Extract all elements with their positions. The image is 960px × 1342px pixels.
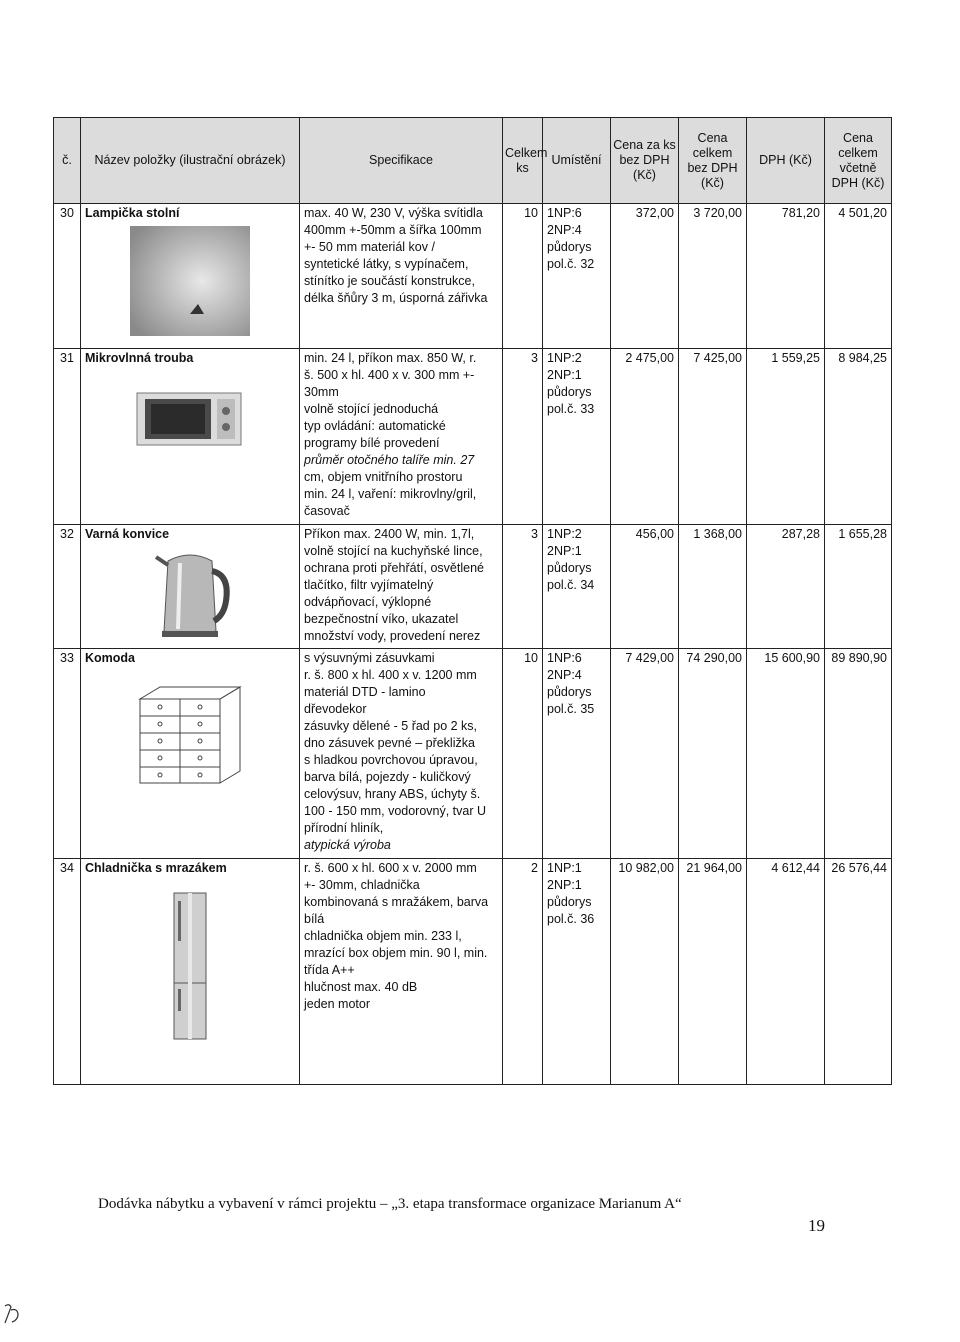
item-cell [81,525,300,649]
spec-line: cm, objem vnitřního prostoru [304,470,463,484]
location-line: 2NP:1 [547,368,582,382]
unit-price-cell: 372,00 [611,204,679,349]
spec-line: atypická výroba [304,838,391,852]
spec-line: +- 50 mm materiál kov / [304,240,435,254]
kettle-icon [150,549,230,641]
vat-cell: 15 600,90 [747,649,825,859]
spec-line: dno zásuvek pevné – překližka [304,736,475,750]
total-inc-vat-cell: 89 890,90 [825,649,892,859]
location-cell [543,525,611,649]
table-row [54,204,892,349]
header-total-ex-vat: Cena celkem bez DPH (Kč) [679,118,747,204]
spec-line: syntetické látky, s vypínačem, [304,257,469,271]
spec-line: r. š. 600 x hl. 600 x v. 2000 mm [304,861,477,875]
spec-line: +- 30mm, chladnička [304,878,420,892]
spec-line: barva bílá, pojezdy - kuličkový [304,770,471,784]
spec-line: jeden motor [304,997,371,1011]
table-row [54,859,892,1085]
spec-line: bezpečnostní víko, ukazatel [304,612,459,626]
row-number: 34 [54,859,81,1085]
location-line: 1NP:2 [547,351,582,365]
table-row [54,525,892,649]
location-cell [543,859,611,1085]
lamp-icon [130,226,250,336]
location-line: půdorys [547,895,592,909]
page-footer: Dodávka nábytku a vybavení v rámci projektu – „3. etapa transformace organizace Marianum A“ [98,1196,682,1212]
spec-line: hlučnost max. 40 dB [304,980,418,994]
location-line: pol.č. 35 [547,702,595,716]
location-cell [543,349,611,525]
unit-price-cell: 10 982,00 [611,859,679,1085]
spec-line: přírodní hliník, [304,821,384,835]
spec-line: délka šňůry 3 m, úsporná zářivka [304,291,488,305]
header-spec: Specifikace [300,118,503,204]
header-total-inc-vat: Cena celkem včetně DPH (Kč) [825,118,892,204]
spec-line: kombinovaná s mražákem, barva [304,895,489,909]
location-line: pol.č. 33 [547,402,595,416]
vat-cell: 4 612,44 [747,859,825,1085]
spec-line: volně stojící na kuchyňské lince, [304,544,483,558]
header-qty: Celkem ks [503,118,543,204]
row-number: 31 [54,349,81,525]
qty-cell: 2 [503,859,543,1085]
spec-cell [300,349,503,525]
spec-line: stínítko je součástí konstrukce, [304,274,475,288]
total-ex-vat-cell: 1 368,00 [679,525,747,649]
location-line: pol.č. 36 [547,912,595,926]
item-cell [81,349,300,525]
total-ex-vat-cell: 21 964,00 [679,859,747,1085]
spec-line: volně stojící jednoduchá [304,402,439,416]
location-line: 2NP:1 [547,878,582,892]
spec-line: 100 - 150 mm, vodorovný, tvar U [304,804,487,818]
unit-price-cell: 2 475,00 [611,349,679,525]
item-name: Mikrovlnná trouba [85,351,194,365]
row-number: 33 [54,649,81,859]
item-name: Chladnička s mrazákem [85,861,227,875]
location-cell [543,204,611,349]
spec-line: min. 24 l, příkon max. 850 W, r. [304,351,477,365]
qty-cell: 10 [503,649,543,859]
item-cell [81,859,300,1085]
row-number: 30 [54,204,81,349]
corner-mark-icon [2,1302,22,1331]
location-line: 1NP:6 [547,651,582,665]
spec-line: dřevodekor [304,702,367,716]
spec-line: min. 24 l, vaření: mikrovlny/gril, [304,487,477,501]
drawer-cabinet-icon [130,679,250,789]
spec-line: odvápňovací, výklopné [304,595,432,609]
spec-line: bílá [304,912,325,926]
total-inc-vat-cell: 8 984,25 [825,349,892,525]
item-name: Komoda [85,651,135,665]
spec-line: programy bílé provedení [304,436,440,450]
vat-cell: 781,20 [747,204,825,349]
spec-line: Příkon max. 2400 W, min. 1,7l, [304,527,475,541]
fridge-icon [170,891,210,1041]
total-ex-vat-cell: 74 290,00 [679,649,747,859]
header-name: Název položky (ilustrační obrázek) [81,118,300,204]
spec-line: časovač [304,504,350,518]
spec-line: s hladkou povrchovou úpravou, [304,753,478,767]
spec-cell [300,525,503,649]
row-number: 32 [54,525,81,649]
item-cell [81,649,300,859]
location-line: půdorys [547,385,592,399]
spec-line: materiál DTD - lamino [304,685,426,699]
microwave-icon [135,389,245,449]
page-number: 19 [808,1216,825,1235]
vat-cell: 1 559,25 [747,349,825,525]
spec-cell [300,204,503,349]
location-line: půdorys [547,685,592,699]
spec-line: průměr otočného talíře min. 27 [304,453,475,467]
spec-line: 400mm +-50mm a šířka 100mm [304,223,482,237]
total-ex-vat-cell: 3 720,00 [679,204,747,349]
spec-cell [300,649,503,859]
total-inc-vat-cell: 4 501,20 [825,204,892,349]
spec-line: š. 500 x hl. 400 x v. 300 mm +- [304,368,475,382]
location-line: 1NP:1 [547,861,582,875]
location-line: 2NP:1 [547,544,582,558]
location-line: 2NP:4 [547,223,582,237]
spec-line: zásuvky dělené - 5 řad po 2 ks, [304,719,478,733]
spec-line: 30mm [304,385,339,399]
item-cell [81,204,300,349]
vat-cell: 287,28 [747,525,825,649]
qty-cell: 3 [503,525,543,649]
spec-cell [300,859,503,1085]
location-line: půdorys [547,561,592,575]
item-name: Varná konvice [85,527,170,541]
spec-line: typ ovládání: automatické [304,419,446,433]
item-name: Lampička stolní [85,206,180,220]
header-no: č. [54,118,81,204]
unit-price-cell: 456,00 [611,525,679,649]
location-line: 1NP:2 [547,527,582,541]
spec-line: max. 40 W, 230 V, výška svítidla [304,206,483,220]
location-line: pol.č. 34 [547,578,595,592]
location-cell [543,649,611,859]
header-unit-price: Cena za ks bez DPH (Kč) [611,118,679,204]
table-header-row [54,118,892,204]
total-inc-vat-cell: 26 576,44 [825,859,892,1085]
location-line: pol.č. 32 [547,257,595,271]
spec-line: ochrana proti přehřátí, osvětlené [304,561,484,575]
spec-line: celovýsuv, hrany ABS, úchyty š. [304,787,481,801]
table-row [54,649,892,859]
location-line: půdorys [547,240,592,254]
spec-line: chladnička objem min. 233 l, [304,929,462,943]
spec-line: třída A++ [304,963,355,977]
unit-price-cell: 7 429,00 [611,649,679,859]
header-location: Umístění [543,118,611,204]
qty-cell: 3 [503,349,543,525]
location-line: 1NP:6 [547,206,582,220]
total-ex-vat-cell: 7 425,00 [679,349,747,525]
header-vat: DPH (Kč) [747,118,825,204]
spec-line: r. š. 800 x hl. 400 x v. 1200 mm [304,668,477,682]
spec-line: tlačítko, filtr vyjímatelný [304,578,434,592]
total-inc-vat-cell: 1 655,28 [825,525,892,649]
spec-line: množství vody, provedení nerez [304,629,481,643]
spec-line: s výsuvnými zásuvkami [304,651,435,665]
items-table [53,117,892,1085]
table-row [54,349,892,525]
spec-line: mrazící box objem min. 90 l, min. [304,946,488,960]
qty-cell: 10 [503,204,543,349]
location-line: 2NP:4 [547,668,582,682]
